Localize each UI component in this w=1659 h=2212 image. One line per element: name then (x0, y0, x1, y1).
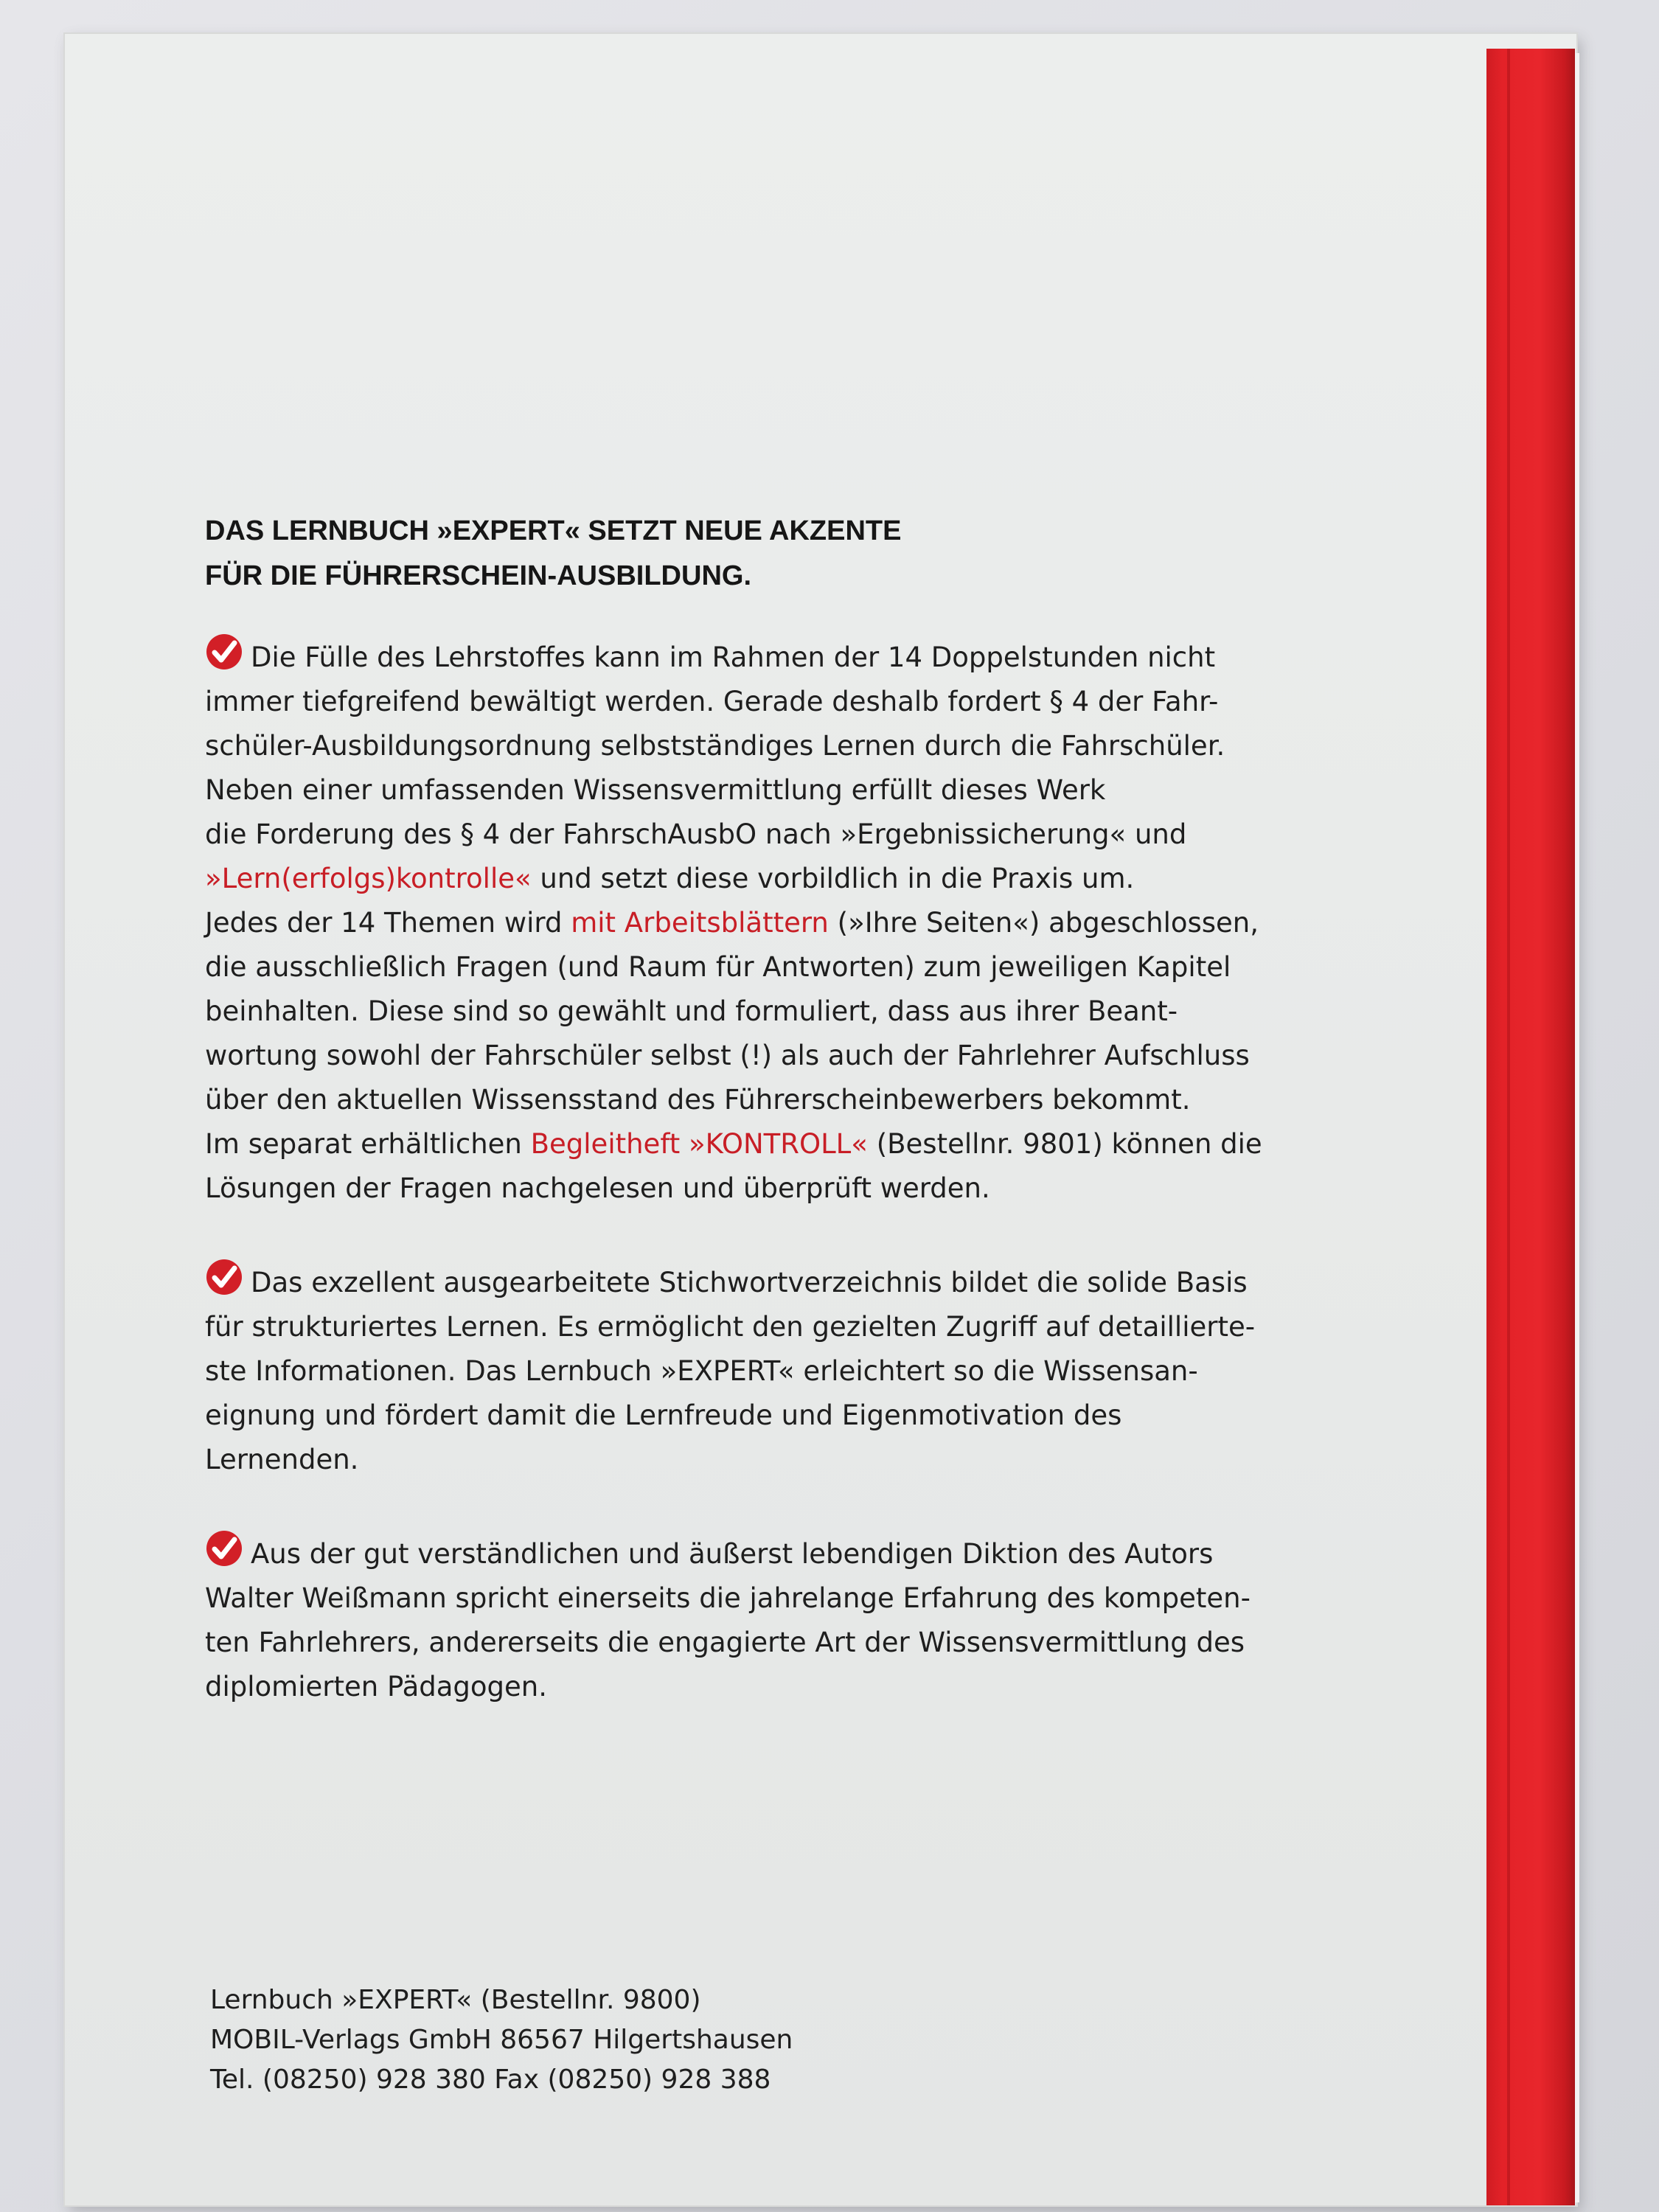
paragraph-line: ten Fahrlehrers, andererseits die engagierte Art der Wissensvermittlung des (205, 1627, 1245, 1658)
contact-phone-fax: Tel. (08250) 928 380 Fax (08250) 928 388 (210, 2065, 771, 2095)
paragraph-line (205, 1529, 1355, 1576)
paragraph-index (205, 1258, 1355, 1482)
paragraph-line: Lösungen der Fragen nachgelesen und überprüft werden. (205, 1172, 990, 1204)
paragraph-line (205, 901, 1355, 945)
checkmark-icon (205, 633, 243, 671)
highlight-arbeitsblaetter: mit Arbeitsblättern (571, 907, 829, 939)
paragraph-line: schüler-Ausbildungsordnung selbstständiges Lernen durch die Fahrschüler. (205, 730, 1225, 762)
spine-fold-line (1507, 49, 1510, 2205)
publisher-address: MOBIL-Verlags GmbH 86567 Hilgertshausen (210, 2025, 793, 2055)
headline-line-1: DAS LERNBUCH »EXPERT« SETZT NEUE AKZENTE (205, 515, 902, 546)
page-edge (1575, 53, 1579, 2202)
publisher-info (210, 1980, 793, 2100)
paragraph-text: Aus der gut verständlichen und äußerst lebendigen Diktion des Autors (251, 1538, 1214, 1570)
paragraph-line: ste Informationen. Das Lernbuch »EXPERT« erleichtert so die Wissensan- (205, 1355, 1198, 1387)
highlight-lernerfolgskontrolle: »Lern(erfolgs)kontrolle« (205, 863, 532, 894)
paragraph-line (205, 857, 1355, 901)
paragraph-line: die Forderung des § 4 der FahrschAusbO nach »Ergebnissicherung« und (205, 818, 1187, 850)
paragraph-line: diplomierten Pädagogen. (205, 1671, 548, 1703)
cover-text-block (205, 509, 1355, 1756)
paragraph-author (205, 1529, 1355, 1709)
paragraph-text: Jedes der 14 Themen wird (205, 907, 571, 939)
headline-line-2: FÜR DIE FÜHRERSCHEIN-AUSBILDUNG. (205, 560, 751, 591)
paragraph-text: Das exzellent ausgearbeitete Stichwortverzeichnis bildet die solide Basis (251, 1267, 1248, 1298)
checkmark-icon (205, 1258, 243, 1296)
red-spine-band (1486, 49, 1575, 2205)
paragraph-line (205, 1122, 1355, 1166)
paragraph-learning-content (205, 633, 1355, 1211)
headline (205, 509, 1355, 599)
paragraph-line: wortung sowohl der Fahrschüler selbst (!) als auch der Fahrlehrer Aufschluss (205, 1040, 1250, 1071)
paragraph-line (205, 1258, 1355, 1305)
paragraph-line: Neben einer umfassenden Wissensvermittlung erfüllt dieses Werk (205, 774, 1106, 806)
paragraph-line: für strukturiertes Lernen. Es ermöglicht den gezielten Zugriff auf detaillierte- (205, 1311, 1256, 1343)
paragraph-line: eignung und fördert damit die Lernfreude und Eigenmotivation des (205, 1399, 1122, 1431)
paragraph-line (205, 633, 1355, 680)
paragraph-line: die ausschließlich Fragen (und Raum für Antworten) zum jeweiligen Kapitel (205, 951, 1231, 983)
highlight-begleitheft: Begleitheft »KONTROLL« (530, 1128, 868, 1160)
order-number-line: Lernbuch »EXPERT« (Bestellnr. 9800) (210, 1985, 701, 2015)
paragraph-line: Walter Weißmann spricht einerseits die jahrelange Erfahrung des kompeten- (205, 1582, 1251, 1614)
paragraph-text: (Bestellnr. 9801) können die (867, 1128, 1262, 1160)
paragraph-text: Die Fülle des Lehrstoffes kann im Rahmen der 14 Doppelstunden nicht (251, 641, 1216, 673)
paragraph-text: und setzt diese vorbildlich in die Praxis um. (531, 863, 1135, 894)
paragraph-text: (»Ihre Seiten«) abgeschlossen, (828, 907, 1259, 939)
paragraph-text: Im separat erhältlichen (205, 1128, 531, 1160)
paragraph-line: beinhalten. Diese sind so gewählt und formuliert, dass aus ihrer Beant- (205, 995, 1178, 1027)
paragraph-line: Lernenden. (205, 1444, 359, 1475)
paragraph-line: immer tiefgreifend bewältigt werden. Gerade deshalb fordert § 4 der Fahr- (205, 686, 1219, 717)
paragraph-line: über den aktuellen Wissensstand des Führerscheinbewerbers bekommt. (205, 1084, 1191, 1116)
checkmark-icon (205, 1529, 243, 1568)
